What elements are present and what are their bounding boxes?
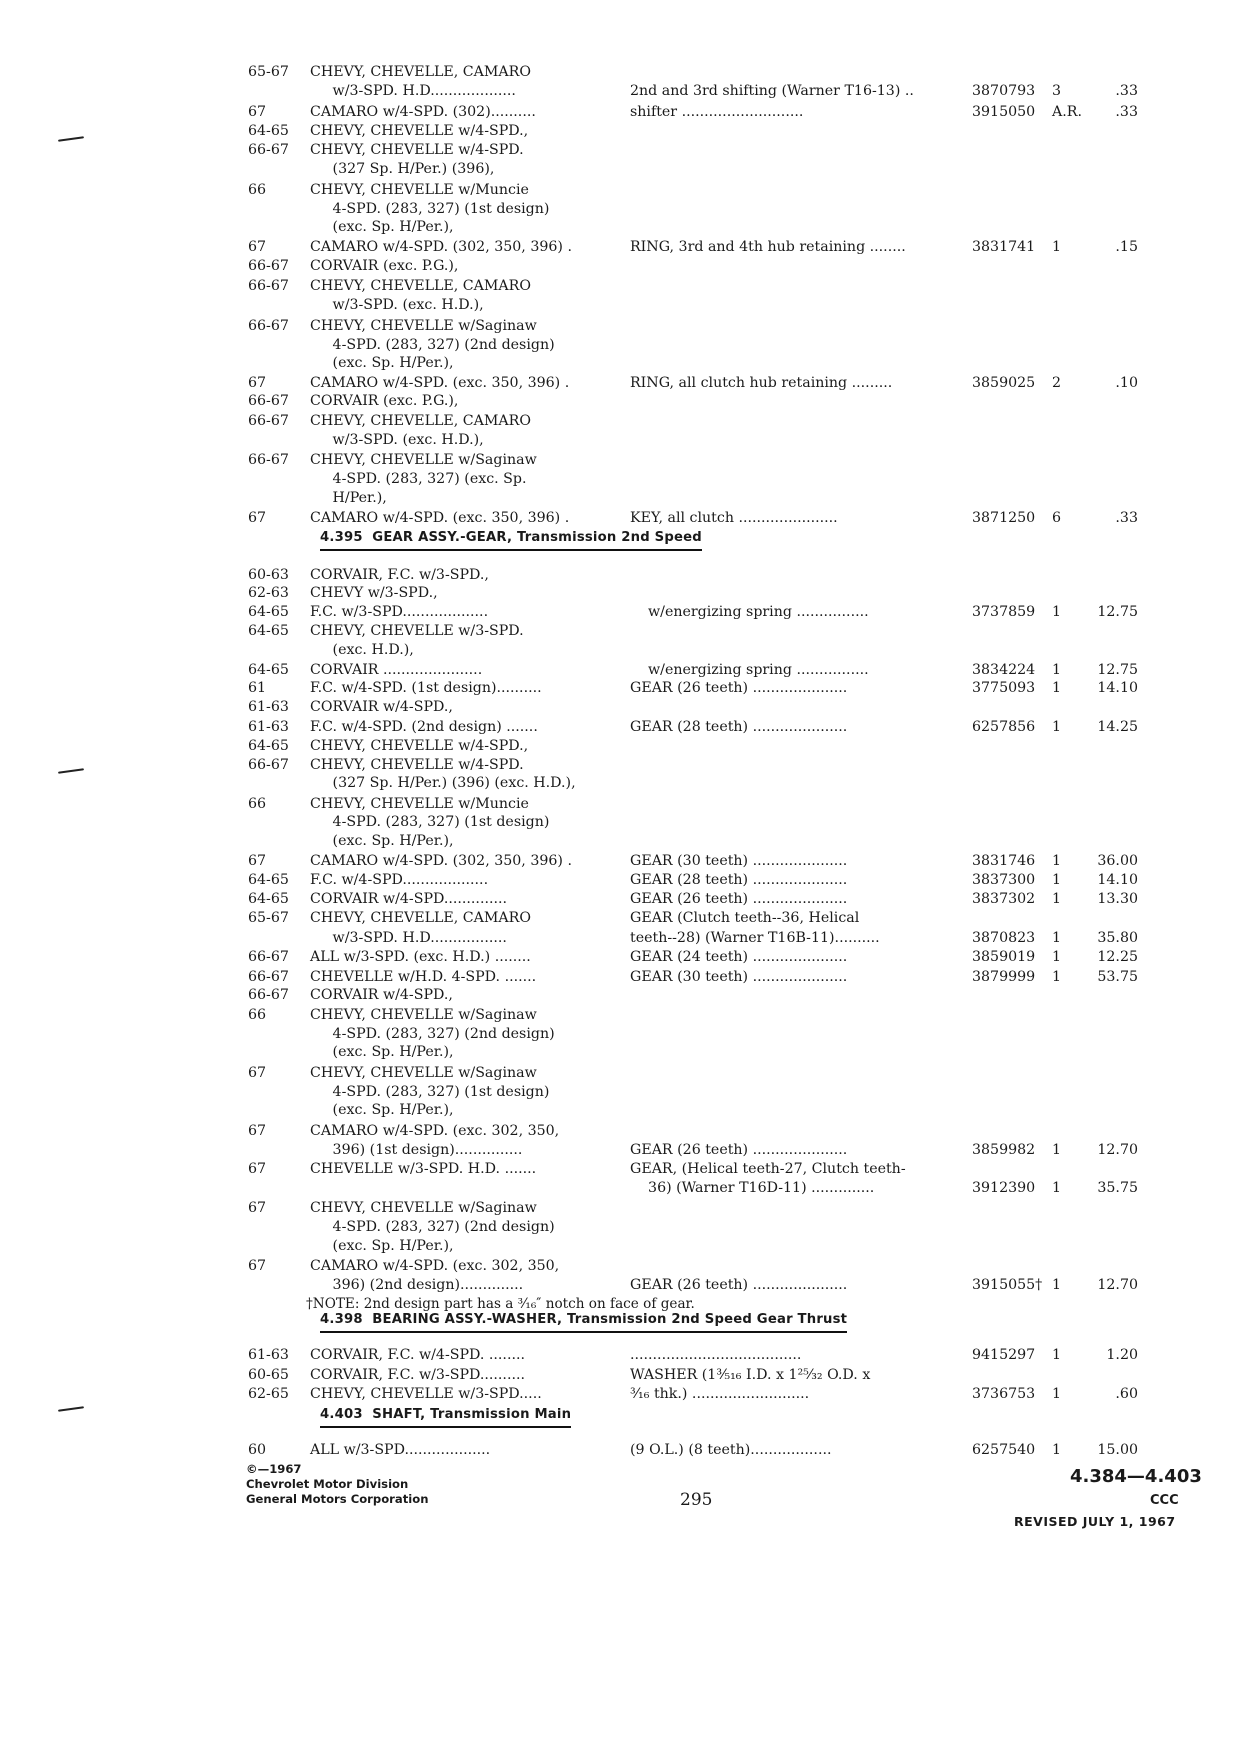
price: 14.25 (1097, 719, 1138, 735)
corporation-name: General Motors Corporation (246, 1492, 429, 1506)
year-range: 66-67 (248, 452, 289, 468)
application: (327 Sp. H/Per.) (396) (exc. H.D.), (310, 775, 576, 791)
part-number: 9415297 (972, 1347, 1036, 1363)
application: CORVAIR ...................... (310, 662, 483, 678)
year-range: 67 (248, 1123, 267, 1139)
application: CHEVELLE w/3-SPD. H.D. ....... (310, 1161, 537, 1177)
price: .10 (1115, 375, 1138, 391)
price: .33 (1115, 83, 1138, 99)
year-range: 66-67 (248, 969, 289, 985)
part-description: GEAR (30 teeth) ..................... (630, 969, 848, 985)
footnote: †NOTE: 2nd design part has a ³⁄₁₆″ notch on face of gear. (306, 1296, 695, 1312)
table-row (0, 755, 1248, 775)
application: F.C. w/4-SPD. (1st design).......... (310, 680, 542, 696)
application: CHEVY, CHEVELLE, CAMARO (310, 910, 531, 926)
part-number: 3915055† (972, 1277, 1043, 1293)
application: 4-SPD. (283, 327) (1st design) (310, 814, 550, 830)
application: CHEVY, CHEVELLE w/4-SPD., (310, 738, 529, 754)
part-description: GEAR (28 teeth) ..................... (630, 719, 848, 735)
application: w/3-SPD. H.D................. (310, 930, 507, 946)
year-range: 66-67 (248, 278, 289, 294)
year-range: 66 (248, 1007, 267, 1023)
quantity: 1 (1052, 930, 1062, 946)
table-row (0, 159, 1248, 179)
table-row (0, 621, 1248, 641)
price: 13.30 (1097, 891, 1138, 907)
part-number: 6257540 (972, 1442, 1036, 1458)
table-row (0, 81, 1248, 101)
quantity: 1 (1052, 949, 1062, 965)
part-number: 3859019 (972, 949, 1036, 965)
year-range: 60-63 (248, 567, 289, 583)
part-description: 36) (Warner T16D-11) .............. (630, 1180, 875, 1196)
table-row (0, 736, 1248, 756)
part-description: RING, all clutch hub retaining ......... (630, 375, 893, 391)
year-range: 61-63 (248, 719, 289, 735)
table-row (0, 583, 1248, 603)
part-description: GEAR (28 teeth) ..................... (630, 872, 848, 888)
table-row (0, 217, 1248, 237)
quantity: 1 (1052, 719, 1062, 735)
table-row (0, 640, 1248, 660)
year-range: 66-67 (248, 393, 289, 409)
division-name: Chevrolet Motor Division (246, 1477, 409, 1491)
year-range: 61-63 (248, 1347, 289, 1363)
part-number: 3871250 (972, 510, 1036, 526)
part-description: KEY, all clutch ...................... (630, 510, 838, 526)
year-range: 61 (248, 680, 267, 696)
year-range: 64-65 (248, 623, 289, 639)
price: 12.75 (1097, 662, 1138, 678)
year-range: 66 (248, 796, 267, 812)
table-row (0, 851, 1248, 871)
application: CHEVY, CHEVELLE w/Muncie (310, 796, 529, 812)
application: (exc. Sp. H/Per.), (310, 219, 454, 235)
year-range: 66-67 (248, 142, 289, 158)
application: 396) (2nd design).............. (310, 1277, 524, 1293)
table-row (0, 180, 1248, 200)
table-row (0, 565, 1248, 585)
table-row (0, 1100, 1248, 1120)
application: CORVAIR, F.C. w/3-SPD., (310, 567, 489, 583)
application: CAMARO w/4-SPD. (exc. 302, 350, (310, 1258, 560, 1274)
application: CHEVY, CHEVELLE, CAMARO (310, 413, 531, 429)
table-row (0, 1384, 1248, 1404)
table-row (0, 335, 1248, 355)
table-row (0, 1217, 1248, 1237)
application: CHEVY w/3-SPD., (310, 585, 438, 601)
part-description: GEAR (26 teeth) ..................... (630, 1277, 848, 1293)
year-range: 67 (248, 239, 267, 255)
quantity: 1 (1052, 239, 1062, 255)
year-range: 67 (248, 1258, 267, 1274)
table-row (0, 295, 1248, 315)
application: CHEVY, CHEVELLE w/Saginaw (310, 318, 537, 334)
quantity: 1 (1052, 662, 1062, 678)
table-row (0, 889, 1248, 909)
price: 1.20 (1106, 1347, 1138, 1363)
application: ALL w/3-SPD................... (310, 1442, 491, 1458)
price: .15 (1115, 239, 1138, 255)
table-row (0, 985, 1248, 1005)
part-number: 3859982 (972, 1142, 1036, 1158)
year-range: 64-65 (248, 891, 289, 907)
section-range: 4.384—4.403 (1070, 1466, 1202, 1487)
year-range: 65-67 (248, 910, 289, 926)
price: 36.00 (1097, 853, 1138, 869)
section-title: 4.398 BEARING ASSY.-WASHER, Transmission 2nd Speed Gear Thrust (320, 1310, 847, 1333)
price: 14.10 (1097, 680, 1138, 696)
quantity: 2 (1052, 375, 1062, 391)
part-number: 3831741 (972, 239, 1036, 255)
table-row (0, 373, 1248, 393)
part-description: WASHER (1⅗₁₆ I.D. x 1²⁵⁄₃₂ O.D. x (630, 1367, 871, 1383)
application: (exc. Sp. H/Per.), (310, 1102, 454, 1118)
part-number: 3915050 (972, 104, 1036, 120)
table-row (0, 831, 1248, 851)
price: .60 (1115, 1386, 1138, 1402)
part-description: GEAR (26 teeth) ..................... (630, 891, 848, 907)
year-range: 66-67 (248, 258, 289, 274)
table-row (0, 1275, 1248, 1295)
application: CHEVY, CHEVELLE w/Saginaw (310, 1007, 537, 1023)
table-row (0, 602, 1248, 622)
application: CORVAIR (exc. P.G.), (310, 258, 459, 274)
table-row (0, 678, 1248, 698)
table-row (0, 812, 1248, 832)
application: CAMARO w/4-SPD. (302, 350, 396) . (310, 239, 572, 255)
table-row (0, 121, 1248, 141)
year-range: 64-65 (248, 123, 289, 139)
table-row (0, 1198, 1248, 1218)
quantity: 1 (1052, 853, 1062, 869)
section-heading (0, 1405, 1248, 1425)
year-range: 64-65 (248, 604, 289, 620)
table-row (0, 967, 1248, 987)
year-range: 64-65 (248, 662, 289, 678)
application: CORVAIR w/4-SPD., (310, 987, 453, 1003)
application: CHEVELLE w/H.D. 4-SPD. ....... (310, 969, 537, 985)
year-range: 60 (248, 1442, 267, 1458)
table-row (0, 140, 1248, 160)
part-description: w/energizing spring ................ (630, 604, 869, 620)
part-description: w/energizing spring ................ (630, 662, 869, 678)
application: CHEVY, CHEVELLE w/Muncie (310, 182, 529, 198)
application: CHEVY, CHEVELLE w/Saginaw (310, 1065, 537, 1081)
table-row (0, 316, 1248, 336)
application: ALL w/3-SPD. (exc. H.D.) ........ (310, 949, 531, 965)
part-description: GEAR (Clutch teeth--36, Helical (630, 910, 860, 926)
part-description: teeth--28) (Warner T16B-11).......... (630, 930, 880, 946)
quantity: 3 (1052, 83, 1062, 99)
quantity: 1 (1052, 891, 1062, 907)
part-description: GEAR (24 teeth) ..................... (630, 949, 848, 965)
application: CAMARO w/4-SPD. (exc. 350, 396) . (310, 375, 570, 391)
application: CORVAIR (exc. P.G.), (310, 393, 459, 409)
part-description: RING, 3rd and 4th hub retaining ........ (630, 239, 906, 255)
part-description: 2nd and 3rd shifting (Warner T16-13) .. (630, 83, 914, 99)
part-number: 3870823 (972, 930, 1036, 946)
table-row (0, 508, 1248, 528)
table-row (0, 1063, 1248, 1083)
application: CAMARO w/4-SPD. (exc. 302, 350, (310, 1123, 560, 1139)
part-number: 6257856 (972, 719, 1036, 735)
quantity: 1 (1052, 872, 1062, 888)
part-number: 3912390 (972, 1180, 1036, 1196)
table-row (0, 1178, 1248, 1198)
quantity: 1 (1052, 1442, 1062, 1458)
application: CHEVY, CHEVELLE w/Saginaw (310, 1200, 537, 1216)
application: (exc. Sp. H/Per.), (310, 1044, 454, 1060)
application: CHEVY, CHEVELLE, CAMARO (310, 64, 531, 80)
application: CHEVY, CHEVELLE, CAMARO (310, 278, 531, 294)
table-row (0, 1159, 1248, 1179)
table-row (0, 1042, 1248, 1062)
price: 14.10 (1097, 872, 1138, 888)
application: CHEVY, CHEVELLE w/4-SPD. (310, 142, 524, 158)
catalog-code: CCC (1150, 1493, 1179, 1508)
part-description: GEAR (26 teeth) ..................... (630, 680, 848, 696)
table-row (0, 488, 1248, 508)
table-row (0, 908, 1248, 928)
table-row (0, 1121, 1248, 1141)
part-description: GEAR (26 teeth) ..................... (630, 1142, 848, 1158)
application: H/Per.), (310, 490, 387, 506)
application: CORVAIR w/4-SPD.............. (310, 891, 508, 907)
part-number: 3736753 (972, 1386, 1036, 1402)
quantity: A.R. (1052, 104, 1082, 120)
table-row (0, 102, 1248, 122)
application: CHEVY, CHEVELLE w/4-SPD., (310, 123, 529, 139)
price: 53.75 (1097, 969, 1138, 985)
year-range: 66 (248, 182, 267, 198)
year-range: 66-67 (248, 987, 289, 1003)
year-range: 67 (248, 510, 267, 526)
table-row (0, 199, 1248, 219)
part-number: 3879999 (972, 969, 1036, 985)
year-range: 67 (248, 1065, 267, 1081)
application: (exc. H.D.), (310, 642, 414, 658)
application: w/3-SPD. (exc. H.D.), (310, 432, 484, 448)
year-range: 62-63 (248, 585, 289, 601)
application: (327 Sp. H/Per.) (396), (310, 161, 495, 177)
part-description: GEAR (30 teeth) ..................... (630, 853, 848, 869)
table-row (0, 411, 1248, 431)
application: 4-SPD. (283, 327) (1st design) (310, 1084, 550, 1100)
table-row (0, 1005, 1248, 1025)
page-number: 295 (680, 1490, 713, 1510)
year-range: 62-65 (248, 1386, 289, 1402)
part-number: 3837300 (972, 872, 1036, 888)
quantity: 1 (1052, 604, 1062, 620)
price: 35.75 (1097, 1180, 1138, 1196)
table-row (0, 928, 1248, 948)
table-row (0, 1140, 1248, 1160)
application: CORVAIR, F.C. w/3-SPD.......... (310, 1367, 525, 1383)
application: w/3-SPD. (exc. H.D.), (310, 297, 484, 313)
price: 12.70 (1097, 1277, 1138, 1293)
table-row (0, 450, 1248, 470)
quantity: 1 (1052, 1142, 1062, 1158)
year-range: 67 (248, 1200, 267, 1216)
table-row (0, 1256, 1248, 1276)
table-row (0, 391, 1248, 411)
application: 4-SPD. (283, 327) (2nd design) (310, 1026, 555, 1042)
application: CAMARO w/4-SPD. (302, 350, 396) . (310, 853, 572, 869)
quantity: 1 (1052, 1180, 1062, 1196)
part-number: 3834224 (972, 662, 1036, 678)
application: CHEVY, CHEVELLE w/3-SPD..... (310, 1386, 542, 1402)
year-range: 64-65 (248, 738, 289, 754)
year-range: 65-67 (248, 64, 289, 80)
year-range: 67 (248, 375, 267, 391)
footnote-row (0, 1294, 1248, 1314)
table-row (0, 1236, 1248, 1256)
application: 4-SPD. (283, 327) (1st design) (310, 201, 550, 217)
year-range: 64-65 (248, 872, 289, 888)
section-title: 4.395 GEAR ASSY.-GEAR, Transmission 2nd Speed (320, 528, 702, 551)
part-number: 3737859 (972, 604, 1036, 620)
application: CORVAIR w/4-SPD., (310, 699, 453, 715)
part-number: 3870793 (972, 83, 1036, 99)
revised-date: REVISED JULY 1, 1967 (1014, 1514, 1176, 1529)
table-row (0, 1440, 1248, 1460)
table-row (0, 870, 1248, 890)
year-range: 61-63 (248, 699, 289, 715)
table-row (0, 276, 1248, 296)
price: .33 (1115, 104, 1138, 120)
part-description: ...................................... (630, 1347, 802, 1363)
year-range: 66-67 (248, 413, 289, 429)
application: 4-SPD. (283, 327) (2nd design) (310, 1219, 555, 1235)
application: CHEVY, CHEVELLE w/Saginaw (310, 452, 537, 468)
part-number: 3859025 (972, 375, 1036, 391)
table-row (0, 353, 1248, 373)
application: F.C. w/4-SPD................... (310, 872, 489, 888)
table-row (0, 237, 1248, 257)
part-number: 3837302 (972, 891, 1036, 907)
year-range: 66-67 (248, 757, 289, 773)
application: w/3-SPD. H.D................... (310, 83, 516, 99)
year-range: 66-67 (248, 318, 289, 334)
table-row (0, 469, 1248, 489)
price: .33 (1115, 510, 1138, 526)
application: CHEVY, CHEVELLE w/3-SPD. (310, 623, 524, 639)
table-row (0, 1345, 1248, 1365)
table-row (0, 1082, 1248, 1102)
table-row (0, 717, 1248, 737)
year-range: 67 (248, 104, 267, 120)
part-number: 3775093 (972, 680, 1036, 696)
application: CAMARO w/4-SPD. (exc. 350, 396) . (310, 510, 570, 526)
application: CAMARO w/4-SPD. (302).......... (310, 104, 536, 120)
year-range: 60-65 (248, 1367, 289, 1383)
table-row (0, 1365, 1248, 1385)
application: 4-SPD. (283, 327) (2nd design) (310, 337, 555, 353)
price: 12.75 (1097, 604, 1138, 620)
part-description: ³⁄₁₆ thk.) .......................... (630, 1386, 810, 1402)
price: 15.00 (1097, 1442, 1138, 1458)
part-number: 3831746 (972, 853, 1036, 869)
application: CHEVY, CHEVELLE w/4-SPD. (310, 757, 524, 773)
application: (exc. Sp. H/Per.), (310, 355, 454, 371)
quantity: 1 (1052, 680, 1062, 696)
table-row (0, 1024, 1248, 1044)
price: 12.25 (1097, 949, 1138, 965)
table-row (0, 697, 1248, 717)
table-row (0, 947, 1248, 967)
section-title: 4.403 SHAFT, Transmission Main (320, 1405, 571, 1428)
application: 396) (1st design)............... (310, 1142, 523, 1158)
quantity: 1 (1052, 969, 1062, 985)
application: F.C. w/3-SPD................... (310, 604, 489, 620)
quantity: 1 (1052, 1347, 1062, 1363)
application: F.C. w/4-SPD. (2nd design) ....... (310, 719, 538, 735)
application: (exc. Sp. H/Per.), (310, 1238, 454, 1254)
price: 35.80 (1097, 930, 1138, 946)
part-description: (9 O.L.) (8 teeth).................. (630, 1442, 832, 1458)
table-row (0, 256, 1248, 276)
year-range: 67 (248, 853, 267, 869)
application: CORVAIR, F.C. w/4-SPD. ........ (310, 1347, 525, 1363)
application: (exc. Sp. H/Per.), (310, 833, 454, 849)
year-range: 66-67 (248, 949, 289, 965)
application: 4-SPD. (283, 327) (exc. Sp. (310, 471, 527, 487)
table-row (0, 62, 1248, 82)
table-row (0, 660, 1248, 680)
section-heading (0, 528, 1248, 548)
part-description: shifter ........................... (630, 104, 804, 120)
part-description: GEAR, (Helical teeth-27, Clutch teeth- (630, 1161, 906, 1177)
quantity: 1 (1052, 1386, 1062, 1402)
table-row (0, 430, 1248, 450)
year-range: 67 (248, 1161, 267, 1177)
table-row (0, 773, 1248, 793)
quantity: 6 (1052, 510, 1062, 526)
copyright: ©—1967 (246, 1462, 302, 1476)
table-row (0, 794, 1248, 814)
price: 12.70 (1097, 1142, 1138, 1158)
quantity: 1 (1052, 1277, 1062, 1293)
